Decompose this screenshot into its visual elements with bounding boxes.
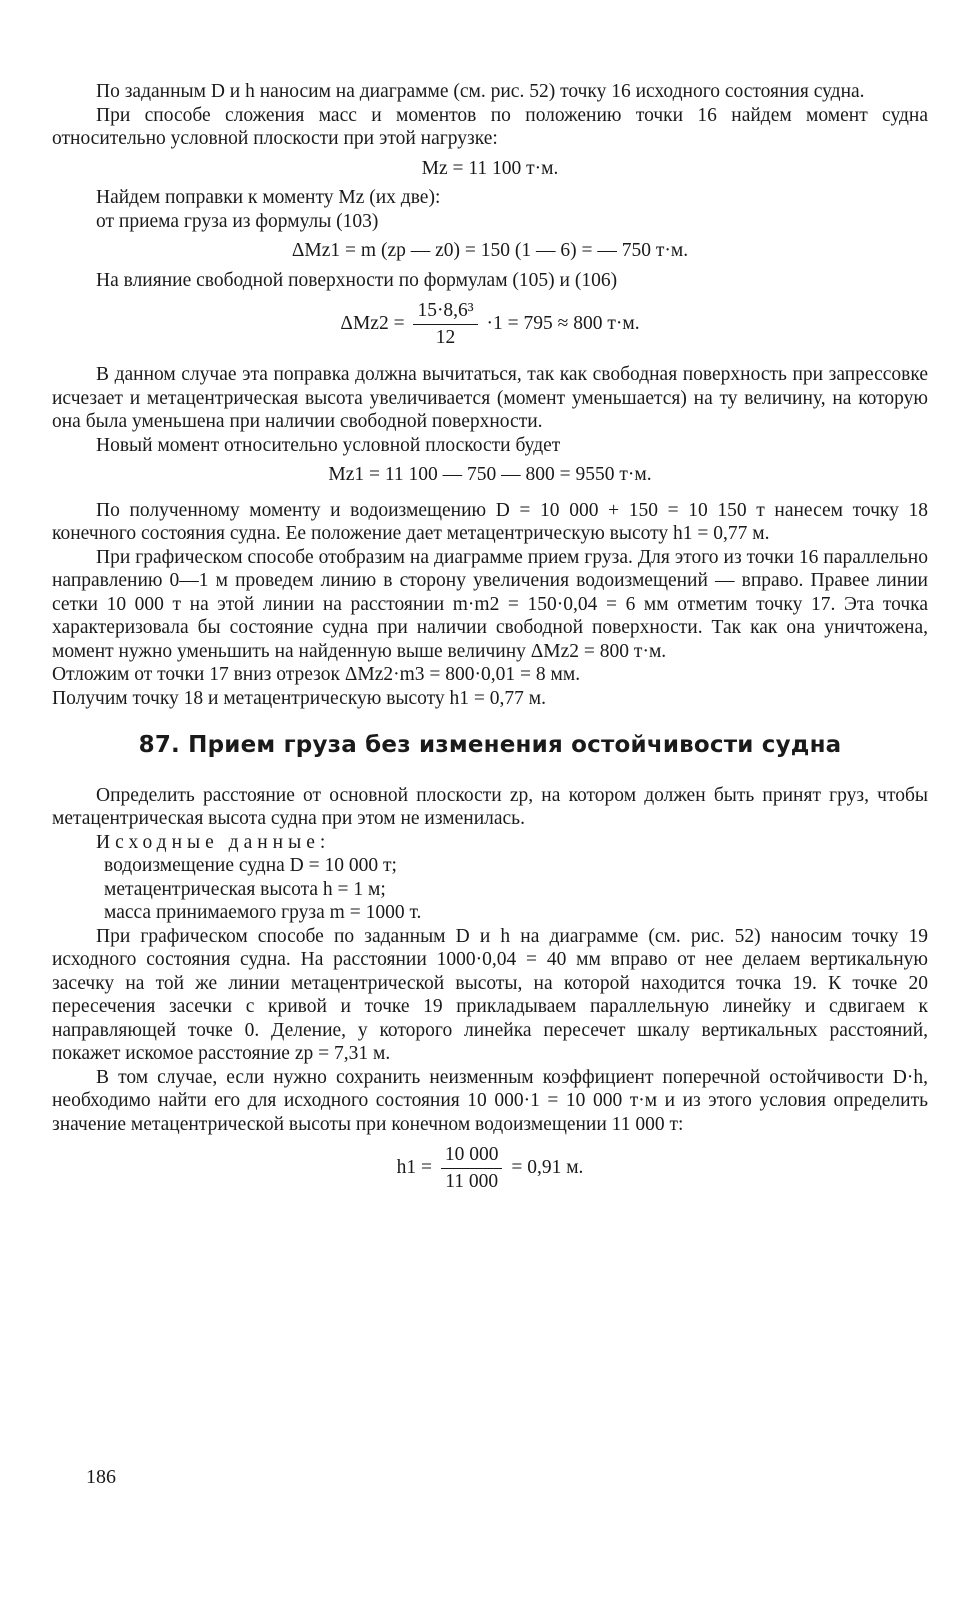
paragraph: Найдем поправки к моменту Mz (их две): xyxy=(96,187,441,208)
formula-right: = 0,91 м. xyxy=(511,1156,584,1178)
formula-mz: Mz = 11 100 т·м. xyxy=(421,157,559,179)
fraction xyxy=(441,1142,503,1195)
fraction xyxy=(413,298,477,351)
paragraph: Определить расстояние от основной плоскости zp, на котором должен быть принят груз, чтобы метацентрическая высота судна при этом не изменилась. xyxy=(52,784,928,829)
list-item: водоизмещение судна D = 10 000 т; xyxy=(104,855,397,876)
paragraph: Получим точку 18 и метацентрическую высоту h1 = 0,77 м. xyxy=(52,687,547,709)
formula-dmz2 xyxy=(52,298,928,351)
initial-data-list xyxy=(52,854,928,925)
paragraph: При графическом способе по заданным D и h на диаграмме (см. рис. 52) наносим точку 19 исходного состояния судна. На расстоянии 1000·0,04 = 40 мм вправо от нее делаем вертикальную засечку на той же линии метацентрической высоты, на которой находится точка 19. К точке 20 пересечения засечки с кривой и точке 19 прикладываем параллельную линейку и сдвигаем к направляющей точке 0. Деление, у которого линейка пересечет шкалу вертикальных расстояний, покажет искомое расстояние zp = 7,31 м. xyxy=(52,925,928,1064)
page-content xyxy=(52,80,928,1201)
paragraph: При способе сложения масс и моментов по положению точки 16 найдем момент судна относительно условной плоскости при этой нагрузке: xyxy=(52,104,928,149)
paragraph: Отложим от точки 17 вниз отрезок ΔMz2·m3 = 800·0,01 = 8 мм. xyxy=(52,664,581,685)
formula-right: ·1 = 795 ≈ 800 т·м. xyxy=(486,312,640,334)
paragraph-spaced: Исходные данные: xyxy=(96,831,331,853)
paragraph: На влияние свободной поверхности по формулам (105) и (106) xyxy=(96,269,618,291)
formula-left: h1 = xyxy=(396,1156,432,1178)
fraction-numerator: 10 000 xyxy=(441,1142,503,1169)
paragraph: В данном случае эта поправка должна вычитаться, так как свободная поверхность при запрессовке исчезает и метацентрическая высота увеличивается (момент уменьшается) на ту величину, на которую она была уменьшена при наличии свободной поверхности. xyxy=(52,364,928,432)
formula-left: ΔMz2 = xyxy=(340,312,405,334)
page-number: 186 xyxy=(86,1466,116,1488)
section-heading: 87. Прием груза без изменения остойчивости судна xyxy=(138,732,842,758)
formula-mz1: Mz1 = 11 100 — 750 — 800 = 9550 т·м. xyxy=(328,464,652,485)
formula-dmz1: ΔMz1 = m (zp — z0) = 150 (1 — 6) = — 750 т·м. xyxy=(291,240,689,261)
paragraph: По заданным D и h наносим на диаграмме (см. рис. 52) точку 16 исходного состояния судна. xyxy=(96,81,865,102)
fraction-numerator: 15·8,6³ xyxy=(413,298,477,325)
list-item: метацентрическая высота h = 1 м; xyxy=(104,878,386,900)
paragraph: Новый момент относительно условной плоскости будет xyxy=(96,434,561,456)
paragraph: В том случае, если нужно сохранить неизменным коэффициент поперечной остойчивости D·h, необходимо найти его для исходного состояния 10 000·1 = 10 000 т·м и из этого условия определить значение метацентрической высоты при конечном водоизмещении 11 000 т: xyxy=(52,1066,928,1135)
fraction-denominator: 12 xyxy=(435,327,456,348)
fraction-denominator: 11 000 xyxy=(445,1171,499,1192)
list-item: масса принимаемого груза m = 1000 т. xyxy=(104,902,422,923)
paragraph: При графическом способе отобразим на диаграмме прием груза. Для этого из точки 16 параллельно направлению 0—1 м проведем линию в сторону увеличения водоизмещений — вправо. Правее линии сетки 10 000 т на этой линии на расстоянии m·m2 = 150·0,04 = 6 мм отметим точку 17. Эта точка характеризовала бы состояние судна при наличии свободной поверхности. Так как она уничтожена, момент нужно уменьшить на найденную выше величину ΔMz2 = 800 т·м. xyxy=(52,546,928,662)
paragraph: от приема груза из формулы (103) xyxy=(96,210,379,232)
paragraph: По полученному моменту и водоизмещению D = 10 000 + 150 = 10 150 т нанесем точку 18 конечного состояния судна. Ее положение дает метацентрическую высоту h1 = 0,77 м. xyxy=(52,499,928,544)
formula-h1 xyxy=(52,1142,928,1195)
